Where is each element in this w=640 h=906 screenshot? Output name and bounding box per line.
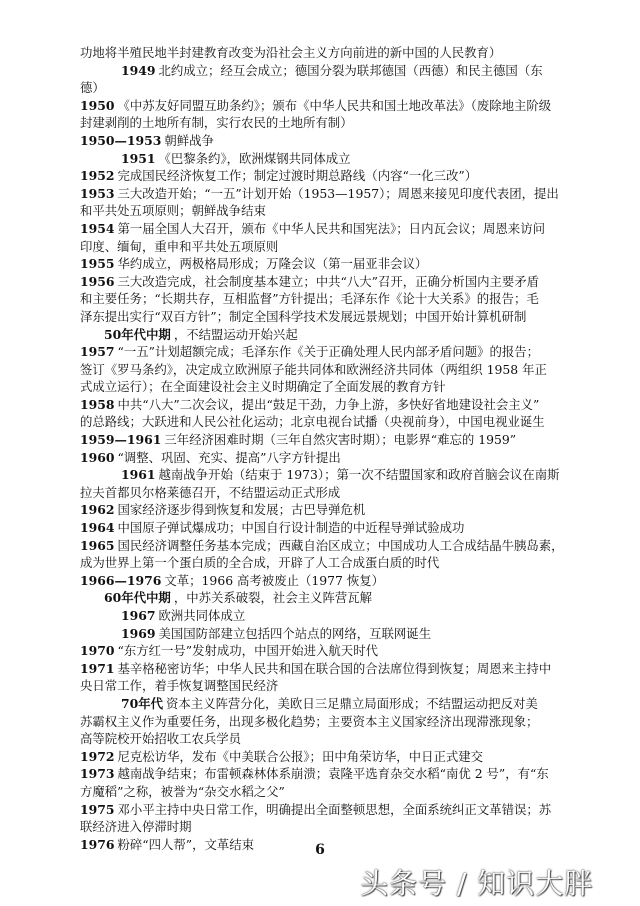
timeline-line bbox=[80, 695, 570, 713]
timeline-text-body: 联经济进入停滞时期 bbox=[80, 819, 192, 835]
timeline-year: 1950 bbox=[80, 97, 115, 113]
timeline-line bbox=[80, 97, 570, 115]
timeline-text-body: 签订《罗马条约》，决定成立欧洲原子能共同体和欧洲经济共同体（两组织 1958 年正 bbox=[80, 361, 547, 377]
timeline-line bbox=[80, 413, 570, 431]
timeline-text-body: 功地将半殖民地半封建教育改变为沿社会主义方向前进的新中国的人民教育） bbox=[80, 45, 502, 60]
timeline-year: 1961 bbox=[121, 467, 156, 483]
timeline-year: 1960 bbox=[80, 449, 115, 465]
timeline-year: 1955 bbox=[80, 256, 115, 272]
timeline-text-body: 《中苏友好同盟互助条约》；颁布《中华人民共和国土地改革法》（废除地主阶级 bbox=[117, 97, 552, 113]
timeline-text-body: 中共“八大”二次会议，提出“鼓足干劲，力争上游，多快好省地建设社会主义” bbox=[117, 396, 540, 412]
timeline-year: 1969 bbox=[121, 625, 156, 641]
timeline-year: 1966—1976 bbox=[80, 572, 162, 588]
timeline-year: 1956 bbox=[80, 273, 115, 289]
timeline-text-body: “一五”计划超额完成；毛泽东作《关于正确处理人民内部矛盾问题》的报告； bbox=[117, 344, 540, 360]
timeline-text-body: 泽东提出实行“双百方针”；制定全国科学技术发展远景规划；中国开始计算机研制 bbox=[80, 308, 527, 324]
timeline-line bbox=[80, 660, 570, 678]
timeline-line bbox=[80, 132, 570, 150]
timeline-text bbox=[80, 44, 570, 853]
page-number: 6 bbox=[315, 842, 325, 858]
timeline-text-body: 德） bbox=[80, 80, 105, 96]
timeline-text-body: 拉夫首都贝尔格莱德召开，不结盟运动正式形成 bbox=[80, 484, 341, 500]
timeline-line bbox=[80, 361, 570, 379]
timeline-text-body: 文革；1966 高考被废止（1977 恢复） bbox=[164, 572, 385, 588]
timeline-year: 70年代 bbox=[121, 695, 164, 711]
timeline-line bbox=[80, 765, 570, 783]
timeline-line bbox=[80, 62, 570, 80]
timeline-text-body: 三年经济困难时期（三年自然灾害时期）；电影界“难忘的 1959” bbox=[164, 432, 517, 448]
timeline-year: 1957 bbox=[80, 344, 115, 360]
timeline-line bbox=[80, 625, 570, 643]
timeline-line bbox=[80, 801, 570, 819]
timeline-text-body: 完成国民经济恢复工作；制定过渡时期总路线（内容“一化三改”） bbox=[117, 168, 478, 184]
timeline-line bbox=[80, 255, 570, 273]
timeline-line bbox=[80, 572, 570, 590]
timeline-line bbox=[80, 677, 570, 695]
timeline-line bbox=[80, 185, 570, 203]
timeline-line bbox=[80, 114, 570, 132]
timeline-text-body: 和平共处五项原则；朝鲜战争结束 bbox=[80, 203, 266, 219]
timeline-text-body: 朝鲜战争 bbox=[164, 132, 214, 148]
timeline-text-body: 基辛格秘密访华；中华人民共和国在联合国的合法席位得到恢复；周恩来主持中 bbox=[117, 660, 552, 676]
timeline-line bbox=[80, 713, 570, 731]
timeline-text-body: 尼克松访华，发布《中美联合公报》；田中角荣访华，中日正式建交 bbox=[117, 748, 484, 764]
timeline-text-body: 美国国防部建立包括四个站点的网络，互联网诞生 bbox=[158, 625, 432, 641]
timeline-year: 1953 bbox=[80, 185, 115, 201]
timeline-line bbox=[80, 466, 570, 484]
timeline-text-body: 高等院校开始招收工农兵学员 bbox=[80, 731, 242, 747]
timeline-line bbox=[80, 642, 570, 660]
timeline-line bbox=[80, 220, 570, 238]
timeline-year: 1949 bbox=[121, 62, 156, 78]
timeline-line bbox=[80, 501, 570, 519]
timeline-year: 1972 bbox=[80, 748, 115, 764]
timeline-text-body: 国民经济调整任务基本完成；西藏自治区成立；中国成功人工合成结晶牛胰岛素， bbox=[117, 537, 564, 553]
timeline-line bbox=[80, 343, 570, 361]
timeline-year: 1964 bbox=[80, 520, 115, 536]
timeline-line bbox=[80, 167, 570, 185]
timeline-line bbox=[80, 202, 570, 220]
timeline-line bbox=[80, 449, 570, 467]
timeline-year: 1976 bbox=[80, 836, 115, 852]
timeline-line bbox=[80, 150, 570, 168]
timeline-year: 1950—1953 bbox=[80, 132, 162, 148]
timeline-text-body: 越南战争结束；布雷顿森林体系崩溃；袁隆平选育杂交水稻“南优 2 号”，有“东 bbox=[117, 766, 549, 782]
timeline-line bbox=[80, 326, 570, 344]
timeline-line bbox=[80, 79, 570, 97]
timeline-line bbox=[80, 519, 570, 537]
timeline-text-body: 苏霸权主义作为重要任务，出现多极化趋势；主要资本主义国家经济出现滞涨现象； bbox=[80, 713, 539, 729]
timeline-year: 60年代中期 bbox=[104, 590, 171, 606]
timeline-text-body: “东方红一号”发射成功，中国开始进入航天时代 bbox=[117, 643, 378, 659]
timeline-line bbox=[80, 748, 570, 766]
timeline-year: 1965 bbox=[80, 537, 115, 553]
timeline-line bbox=[80, 730, 570, 748]
timeline-year: 1973 bbox=[80, 766, 115, 782]
timeline-year: 1975 bbox=[80, 801, 115, 817]
timeline-line bbox=[80, 484, 570, 502]
timeline-year: 1971 bbox=[80, 660, 115, 676]
timeline-text-body: 国家经济逐步得到恢复和发展；古巴导弹危机 bbox=[117, 502, 366, 518]
timeline-line bbox=[80, 818, 570, 836]
timeline-text-body: 式成立运行）；在全面建设社会主义时期确定了全面发展的教育方针 bbox=[80, 379, 446, 395]
timeline-line bbox=[80, 537, 570, 555]
timeline-text-body: 华约成立，两极格局形成；万隆会议（第一届亚非会议） bbox=[117, 256, 428, 272]
timeline-line bbox=[80, 431, 570, 449]
timeline-text-body: 越南战争开始（结束于 1973）；第一次不结盟国家和政府首脑会议在南斯 bbox=[158, 467, 560, 483]
timeline-year: 1958 bbox=[80, 396, 115, 412]
timeline-text-body: 央日常工作，着手恢复调整国民经济 bbox=[80, 678, 279, 694]
timeline-year: 1952 bbox=[80, 168, 115, 184]
timeline-year: 1962 bbox=[80, 502, 115, 518]
timeline-line bbox=[80, 783, 570, 801]
timeline-text-body: 资本主义阵营分化，美欧日三足鼎立局面形成；不结盟运动把反对美 bbox=[166, 695, 538, 711]
timeline-text-body: 粉碎“四人帮”，文革结束 bbox=[117, 836, 255, 852]
timeline-text-body: 北约成立；经互会成立；德国分裂为联邦德国（西德）和民主德国（东 bbox=[158, 62, 543, 78]
timeline-line bbox=[80, 589, 570, 607]
timeline-text-body: ，中苏关系破裂，社会主义阵营瓦解 bbox=[173, 590, 373, 606]
timeline-year: 1967 bbox=[121, 608, 156, 623]
watermark: 头条号 / 知识大胖 bbox=[360, 867, 594, 900]
timeline-text-body: 《巴黎条约》，欧洲煤钢共同体成立 bbox=[158, 150, 351, 166]
timeline-line bbox=[80, 554, 570, 572]
timeline-text-body: 成为世界上第一个蛋白质的全合成，开辟了人工合成蛋白质的时代 bbox=[80, 555, 440, 571]
timeline-text-body: 欧洲共同体成立 bbox=[158, 608, 246, 623]
timeline-year: 1951 bbox=[121, 150, 156, 166]
timeline-year: 1954 bbox=[80, 220, 115, 236]
timeline-line bbox=[80, 44, 570, 62]
timeline-line bbox=[80, 378, 570, 396]
timeline-text-body: 邓小平主持中央日常工作，明确提出全面整顿思想，全面系统纠正文革错误；苏 bbox=[117, 801, 552, 817]
timeline-line bbox=[80, 607, 570, 625]
timeline-line bbox=[80, 290, 570, 308]
timeline-text-body: ，不结盟运动开始兴起 bbox=[173, 326, 298, 342]
timeline-text-body: 方魔稻”之称，被誉为“杂交水稻之父” bbox=[80, 783, 285, 799]
timeline-text-body: 印度、缅甸，重申和平共处五项原则 bbox=[80, 238, 279, 254]
timeline-text-body: “调整、巩固、充实、提高”八字方针提出 bbox=[117, 449, 341, 465]
timeline-text-body: 中国原子弹试爆成功；中国自行设计制造的中近程导弹试验成功 bbox=[117, 520, 465, 536]
timeline-text-body: 三大改造开始；“一五”计划开始（1953—1957）；周恩来接见印度代表团，提出 bbox=[117, 185, 559, 201]
timeline-year: 1959—1961 bbox=[80, 432, 162, 448]
timeline-text-body: 三大改造完成，社会制度基本建立；中共“八大”召开，正确分析国内主要矛盾 bbox=[117, 273, 540, 289]
timeline-text-body: 的总路线；大跃进和人民公社化运动；北京电视台试播（央视前身），中国电视业诞生 bbox=[80, 414, 545, 430]
timeline-line bbox=[80, 396, 570, 414]
timeline-year: 1970 bbox=[80, 643, 115, 659]
timeline-text-body: 和主要任务；“长期共存，互相监督”方针提出；毛泽东作《论十大关系》的报告；毛 bbox=[80, 291, 539, 307]
timeline-line bbox=[80, 238, 570, 256]
timeline-text-body: 第一届全国人大召开，颁布《中华人民共和国宪法》；日内瓦会议；周恩来访问 bbox=[117, 220, 545, 236]
timeline-line bbox=[80, 308, 570, 326]
timeline-year: 50年代中期 bbox=[104, 326, 171, 342]
timeline-text-body: 封建剥削的土地所有制，实行农民的土地所有制） bbox=[80, 115, 353, 131]
timeline-line bbox=[80, 273, 570, 291]
